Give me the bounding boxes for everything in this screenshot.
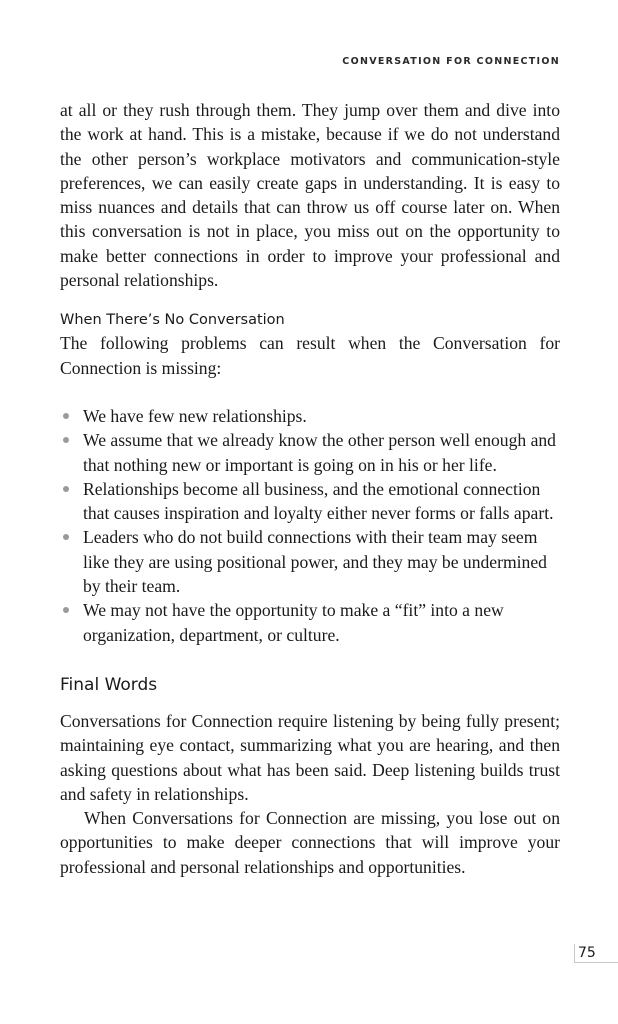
subsection-lead: The following problems can result when the Conversation for Connection is missing: [60,333,560,378]
list-item [60,404,560,428]
bullet-icon [63,534,69,540]
page-body [60,98,560,879]
intro-paragraph: at all or they rush through them. They jump over them and dive into the work at hand. This is a mistake, because if we do not understand the other person’s workplace motivators and communication-style preferences, we can easily create gaps in understanding. It is easy to miss nuances and details that can throw us off course later on. When this conversation is not in place, you miss out on the opportunity to make better connections in order to improve your professional and personal relationships. [60,100,560,291]
list-item-text: Leaders who do not build connections with their team may seem like they are using positional power, and they may be undermined by their team. [83,527,547,597]
list-item-text: We assume that we already know the other person well enough and that nothing new or important is going on in his or her life. [83,430,556,475]
list-item [60,598,560,647]
final-paragraph-2: When Conversations for Connection are missing, you lose out on opportunities to make deeper connections that will improve your professional and personal relationships and opportunities. [60,808,560,877]
list-item [60,428,560,477]
final-paragraph-1: Conversations for Connection require listening by being fully present; maintaining eye contact, summarizing what you are hearing, and then asking questions about what has been said. Deep listening builds trust and safety in relationships. [60,710,560,804]
page-number: 75 [574,944,618,963]
bullet-icon [63,437,69,443]
list-item [60,525,560,598]
section-heading: Final Words [60,674,158,695]
list-item-text: We have few new relationships. [83,405,307,426]
problem-list [60,404,560,647]
list-item [60,477,560,526]
bullet-icon [63,486,69,492]
subsection-heading: When There’s No Conversation [60,312,285,329]
list-item-text: Relationships become all business, and the emotional connection that causes inspiration and loyalty either never forms or falls apart. [83,478,554,524]
bullet-icon [63,607,69,613]
bullet-icon [63,413,69,419]
list-item-text: We may not have the opportunity to make a “fit” into a new organization, department, or culture. [83,600,504,645]
running-head: CONVERSATION FOR CONNECTION [342,56,560,67]
